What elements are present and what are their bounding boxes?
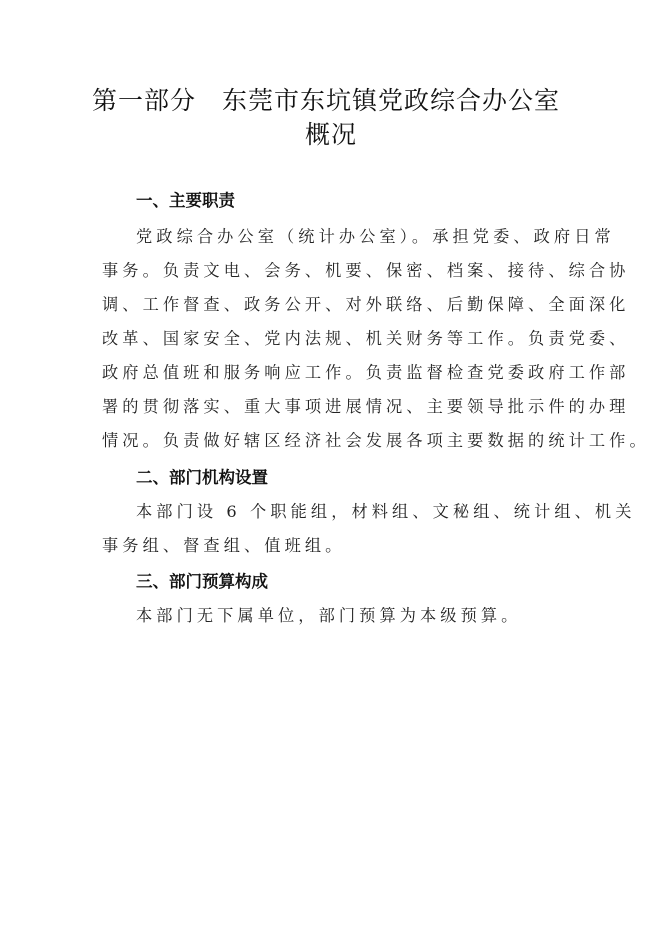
paragraph-line: 署的贯彻落实、重大事项进展情况、主要领导批示件的办理	[102, 397, 630, 416]
paragraph-line: 本部门无下属单位，部门预算为本级预算。	[136, 606, 522, 625]
title-line-1: 第一部分 东莞市东坑镇党政综合办公室	[91, 86, 560, 115]
title-line-2: 概况	[304, 120, 357, 149]
page-title	[91, 84, 562, 152]
paragraph-line: 事务组、督查组、值班组。	[102, 536, 346, 555]
paragraph-line: 事务。负责文电、会务、机要、保密、档案、接待、综合协	[102, 261, 630, 280]
section-heading-duties: 一、主要职责	[136, 191, 235, 210]
paragraph-line: 情况。负责做好辖区经济社会发展各项主要数据的统计工作。	[102, 431, 650, 450]
paragraph-line: 党政综合办公室（统计办公室）。承担党委、政府日常	[136, 227, 615, 246]
section-heading-structure: 二、部门机构设置	[136, 468, 268, 487]
section-heading-budget: 三、部门预算构成	[136, 572, 268, 591]
paragraph-line: 政府总值班和服务响应工作。负责监督检查党委政府工作部	[102, 363, 630, 382]
section-body-budget	[102, 599, 572, 633]
section-body-duties	[102, 220, 650, 458]
section-body-structure	[102, 495, 636, 563]
paragraph-line: 改革、国家安全、党内法规、机关财务等工作。负责党委、	[102, 329, 630, 348]
paragraph-line: 调、工作督查、政务公开、对外联络、后勤保障、全面深化	[102, 295, 630, 314]
paragraph-line: 本部门设 6 个职能组，材料组、文秘组、统计组、机关	[136, 502, 636, 521]
